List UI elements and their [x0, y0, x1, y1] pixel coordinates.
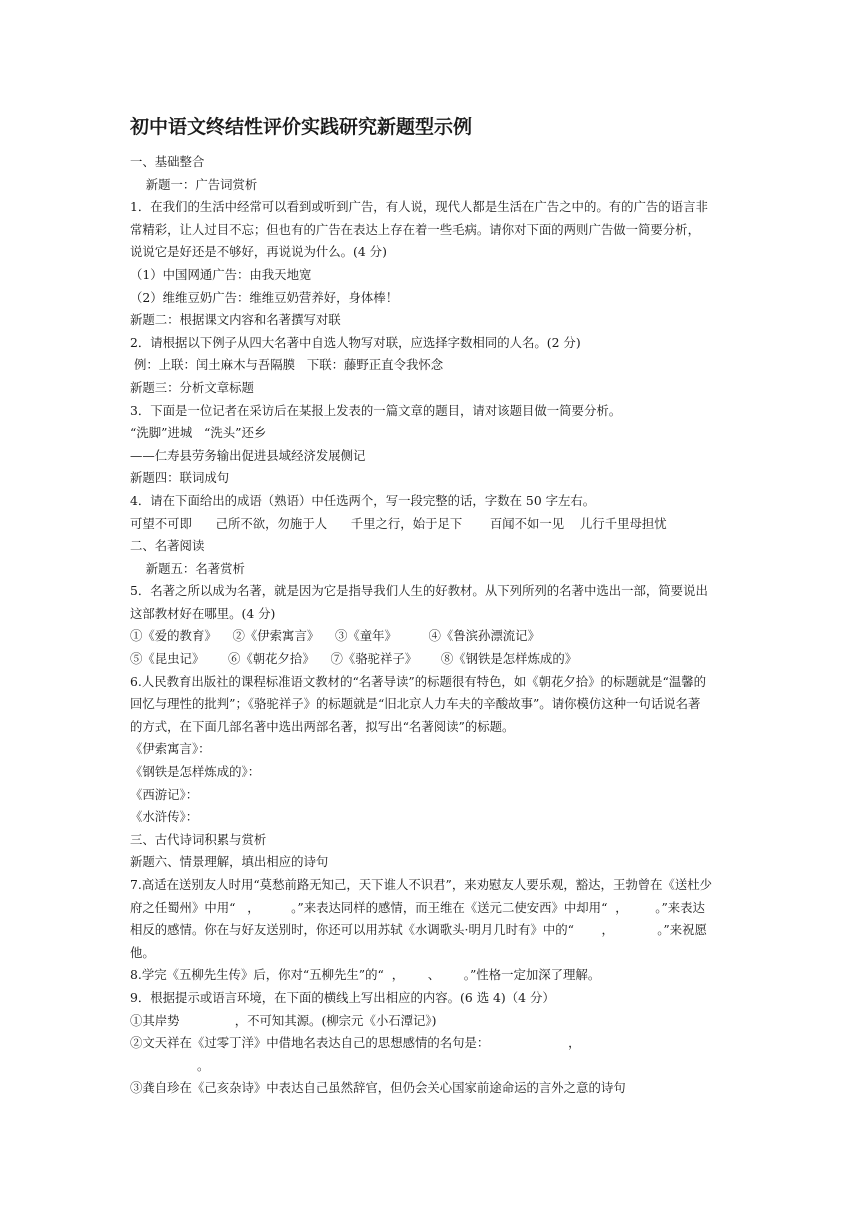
article-subtitle: ——仁寿县劳务输出促进县域经济发展侧记 — [130, 447, 366, 463]
idiom-list: 可望不可即 己所不欲，勿施于人 千里之行，始于足下 百闻不如一见 儿行千里母担忧 — [130, 515, 667, 531]
subsection-heading: 新题一：广告词赏析 — [130, 176, 258, 192]
question-text: 7.高适在送别友人时用“莫愁前路无知己，天下谁人不识君”，来劝慰友人要乐观，豁达，王勃曾在《送杜少 — [130, 877, 713, 892]
fill-in-item: ①其岸势 ，不可知其源。(柳宗元《小石潭记》) — [130, 1012, 437, 1028]
question-text: 1．在我们的生活中经常可以看到或听到广告，有人说，现代人都是生活在广告之中的。有的广告的语言非 — [130, 199, 708, 215]
question-text: 说说它是好还是不够好，再说说为什么。(4 分) — [130, 244, 387, 260]
section-heading: 一、基础整合 — [130, 154, 205, 169]
answer-prompt: 《水浒传》： — [130, 809, 199, 825]
subsection-heading: 新题五：名著赏析 — [130, 560, 245, 576]
list-item: （1）中国网通广告：由我天地宽 — [130, 266, 312, 282]
fill-in-item: ③龚自珍在《己亥杂诗》中表达自己虽然辞官，但仍会关心国家前途命运的言外之意的诗句 — [130, 1080, 626, 1096]
fill-in-item: 。 — [130, 1057, 210, 1073]
question-text: 的方式，在下面几部名著中选出两部名著，拟写出“名著阅读”的标题。 — [130, 718, 515, 734]
question-text: 6.人民教育出版社的课程标准语文教材的“名著导读”的标题很有特色，如《朝花夕拾》的标题就是“温馨的 — [130, 673, 707, 689]
question-text: 相反的感情。你在与好友送别时，你还可以用苏轼《水调歌头·明月几时有》中的“ ， 。”来祝愿 — [130, 922, 707, 938]
question-text: 2．请根据以下例子从四大名著中自选人物写对联，应选择字数相同的人名。(2 分) — [130, 334, 581, 350]
question-text: 5．名著之所以成为名著，就是因为它是指导我们人生的好教材。从下列所列的名著中选出一部，简要说出 — [130, 583, 708, 599]
article-title: “洗脚”进城 “洗头”还乡 — [130, 425, 267, 441]
question-text: 9．根据提示或语言环境，在下面的横线上写出相应的内容。(6 选 4)（4 分） — [130, 989, 555, 1005]
answer-prompt: 《西游记》： — [130, 786, 199, 802]
question-text: 回忆与理性的批判”；《骆驼祥子》的标题就是“旧北京人力车夫的辛酸故事”。请你模仿这种一句话说名著 — [130, 696, 701, 712]
book-list: ⑤《昆虫记》 ⑥《朝花夕拾》 ⑦《骆驼祥子》 ⑧《钢铁是怎样炼成的》 — [130, 651, 578, 667]
book-list: ①《爱的教育》 ②《伊索寓言》 ③《童年》 ④《鲁滨孙漂流记》 — [130, 628, 540, 644]
question-text: 3．下面是一位记者在采访后在某报上发表的一篇文章的题目，请对该题目做一简要分析。 — [130, 402, 622, 418]
list-item: （2）维维豆奶广告：维维豆奶营养好，身体棒！ — [130, 289, 399, 305]
subsection-heading: 新题三：分析文章标题 — [130, 379, 254, 395]
question-text: 这部教材好在哪里。(4 分) — [130, 605, 276, 621]
question-text: 8.学完《五柳先生传》后，你对“五柳先生”的“ ， 、 。”性格一定加深了理解。 — [130, 967, 601, 983]
question-text: 常精彩，让人过目不忘；但也有的广告在表达上存在着一些毛病。请你对下面的两则广告做一简要分析， — [130, 221, 700, 237]
subsection-heading: 新题四：联词成句 — [130, 470, 230, 486]
fill-in-item: ②文天祥在《过零丁洋》中借地名表达自己的思想感情的名句是： ， — [130, 1035, 581, 1051]
subsection-heading: 新题二：根据课文内容和名著撰写对联 — [130, 312, 341, 328]
answer-prompt: 《伊索寓言》： — [130, 741, 211, 757]
subsection-heading: 新题六、情景理解，填出相应的诗句 — [130, 854, 329, 870]
page-title: 初中语文终结性评价实践研究新题型示例 — [130, 116, 473, 138]
section-heading: 三、古代诗词积累与赏析 — [130, 831, 267, 847]
question-text: 他。 — [130, 944, 155, 960]
answer-prompt: 《钢铁是怎样炼成的》： — [130, 764, 261, 780]
section-heading: 二、名著阅读 — [130, 538, 205, 554]
example-text: 例：上联：闰土麻木与吾隔膜 下联：藤野正直令我怀念 — [130, 357, 444, 373]
question-text: 4．请在下面给出的成语（熟语）中任选两个，写一段完整的话，字数在 50 字左右。 — [130, 492, 596, 508]
question-text: 府之任蜀州》中用“ ， 。”来表达同样的感情，而王维在《送元二使安西》中却用“ ， 。”来表达 — [130, 899, 705, 915]
